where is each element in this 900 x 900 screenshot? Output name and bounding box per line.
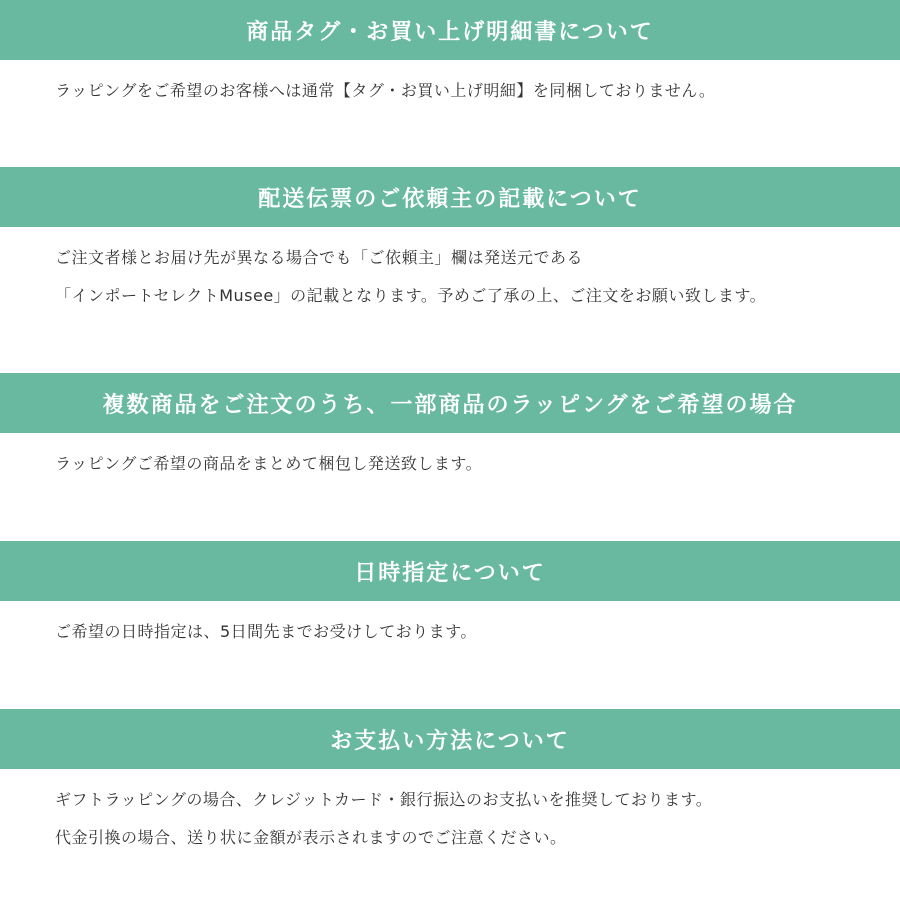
section-header-partial-wrapping — [0, 373, 900, 433]
section-text-line: ラッピングご希望の商品をまとめて梱包し発送致します。 — [55, 454, 483, 473]
section-body-sender-info — [55, 239, 885, 315]
section-text-line: ギフトラッピングの場合、クレジットカード・銀行振込のお支払いを推奨しております。 — [55, 790, 713, 809]
section-heading: 配送伝票のご依頼主の記載について — [258, 186, 642, 212]
section-text-line: 代金引換の場合、送り状に金額が表示されますのでご注意ください。 — [55, 828, 567, 847]
section-header-tag-receipt — [0, 0, 900, 60]
section-heading: 複数商品をご注文のうち、一部商品のラッピングをご希望の場合 — [102, 392, 798, 418]
section-body-payment-method — [55, 781, 885, 857]
section-body-delivery-date — [55, 613, 885, 651]
section-text-line: 「インポートセレクトMusee」の記載となります。予めご了承の上、ご注文をお願い致します。 — [55, 286, 767, 305]
section-header-delivery-date — [0, 541, 900, 601]
section-text-line: ご希望の日時指定は、5日間先までお受けしております。 — [55, 622, 477, 641]
section-text-line: ラッピングをご希望のお客様へは通常【タグ・お買い上げ明細】を同梱しておりません。 — [55, 81, 716, 100]
section-heading: お支払い方法について — [330, 728, 570, 754]
section-header-payment-method — [0, 709, 900, 769]
section-heading: 日時指定について — [354, 560, 546, 586]
section-text-line: ご注文者様とお届け先が異なる場合でも「ご依頼主」欄は発送元である — [55, 248, 584, 267]
section-heading: 商品タグ・お買い上げ明細書について — [246, 19, 654, 45]
section-header-sender-info — [0, 167, 900, 227]
section-body-tag-receipt — [55, 72, 885, 110]
section-body-partial-wrapping — [55, 445, 885, 483]
